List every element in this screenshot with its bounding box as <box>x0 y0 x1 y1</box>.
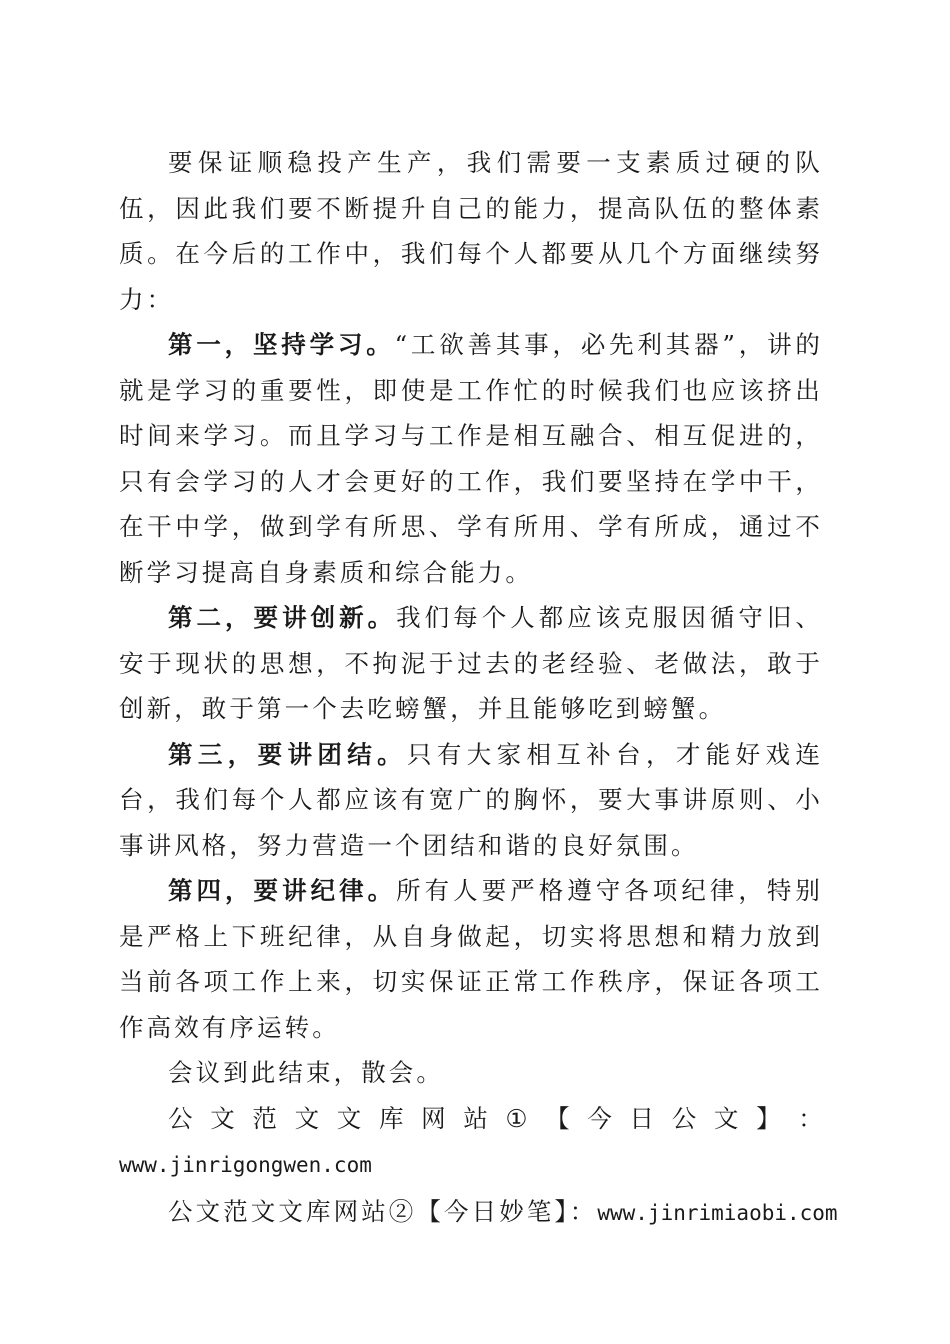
site-one-char: 文 <box>336 1103 362 1133</box>
site-one-char: 库 <box>378 1103 404 1133</box>
site-one-char: 】 <box>756 1103 781 1133</box>
site-one-char: 站 <box>463 1103 488 1133</box>
site-two-label: 公文范文文库网站②【今日妙笔】： <box>168 1196 598 1226</box>
site-one-char: 日 <box>629 1103 655 1133</box>
site-one-url-text[interactable]: www.jinrigongwen.com <box>119 1153 372 1177</box>
site-two-line <box>119 1189 838 1237</box>
point-two-paragraph <box>119 595 823 732</box>
point-one-body: “工欲善其事，必先利其器”，讲的就是学习的重要性，即使是工作忙的时候我们也应该挤出时间来学习。而且学习与工作是相互融合、相互促进的，只有会学习的人才会更好的工作，我们要坚持在学中干，在干中学，做到学有所思、学有所用、学有所成，通过不断学习提高自身素质和综合能力。 <box>119 330 823 587</box>
site-one-char: 【 <box>545 1103 570 1133</box>
document-page <box>119 140 838 1236</box>
point-three-body: 只有大家相互补台，才能好戏连台，我们每个人都应该有宽广的胸怀，要大事讲原则、小事讲风格，努力营造一个团结和谐的良好氛围。 <box>119 739 823 860</box>
site-one-label <box>119 1096 823 1142</box>
point-four-paragraph <box>119 868 823 1050</box>
site-one-char: 文 <box>713 1103 739 1133</box>
point-three-paragraph <box>119 732 823 869</box>
site-two-url[interactable]: www.jinrimiaobi.com <box>597 1200 838 1225</box>
site-one-char: 公 <box>168 1103 193 1133</box>
point-four-body: 所有人要严格遵守各项纪律，特别是严格上下班纪律，从自身做起，切实将思想和精力放到当前各项工作上来，切实保证正常工作秩序，保证各项工作高效有序运转。 <box>119 876 823 1042</box>
site-one-char: 文 <box>294 1103 320 1133</box>
point-two-heading: 第二，要讲创新。 <box>168 603 397 632</box>
point-two-body: 我们每个人都应该克服因循守旧、安于现状的思想，不拘泥于过去的老经验、老做法，敢于创新，敢于第一个去吃螃蟹，并且能够吃到螃蟹。 <box>119 603 823 723</box>
closing-paragraph: 会议到此结束，散会。 <box>168 1058 444 1087</box>
point-three-heading: 第三，要讲团结。 <box>168 739 408 769</box>
point-four-heading: 第四，要讲纪律。 <box>168 876 397 905</box>
site-one-char: 今 <box>587 1103 612 1133</box>
site-one-char: 公 <box>671 1103 697 1133</box>
site-one-url[interactable] <box>119 1141 823 1189</box>
site-one-char: 网 <box>421 1103 446 1133</box>
site-one-char: 文 <box>210 1103 235 1133</box>
point-one-paragraph <box>119 322 823 595</box>
site-one-char: 范 <box>252 1103 277 1133</box>
site-one-char: ① <box>505 1103 528 1133</box>
intro-paragraph: 要保证顺稳投产生产，我们需要一支素质过硬的队伍，因此我们要不断提升自己的能力，提高队伍的整体素质。在今后的工作中，我们每个人都要从几个方面继续努力： <box>119 148 823 314</box>
site-one-char: ： <box>798 1103 823 1133</box>
point-one-heading: 第一，坚持学习。 <box>168 330 395 359</box>
